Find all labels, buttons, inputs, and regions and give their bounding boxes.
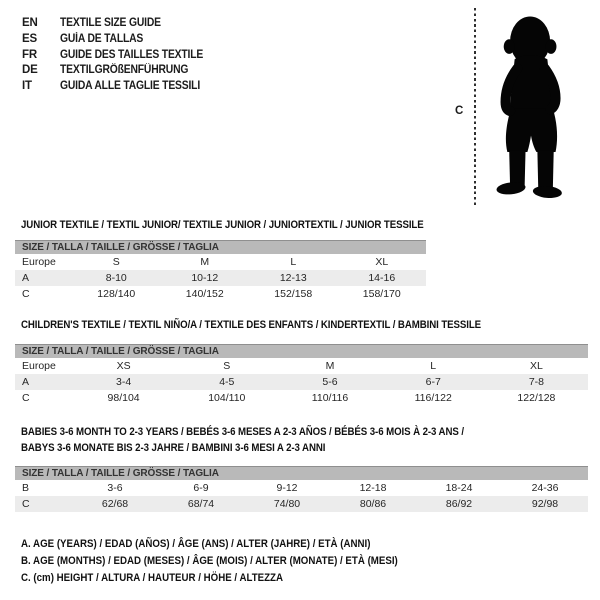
row-label-cell: C — [22, 288, 30, 300]
table-row — [15, 286, 426, 302]
table-row — [15, 254, 426, 270]
value-cell: 152/158 — [274, 288, 313, 300]
value-cell: XL — [375, 256, 389, 268]
table-row — [15, 374, 588, 390]
value-cell: 3-4 — [116, 376, 132, 388]
value-cell: 8-10 — [105, 272, 127, 284]
value-cell: XL — [529, 360, 543, 372]
row-label-cell: Europe — [22, 360, 56, 372]
value-cell: 24-36 — [531, 482, 559, 494]
legend-note-age-years: A. AGE (YEARS) / EDAD (AÑOS) / ÂGE (ANS) / ALTER (JAHRE) / ETÀ (ANNI) — [21, 538, 371, 550]
value-cell: 128/140 — [97, 288, 136, 300]
junior-section-title: JUNIOR TEXTILE / TEXTIL JUNIOR/ TEXTILE JUNIOR / JUNIORTEXTIL / JUNIOR TESSILE — [21, 219, 424, 231]
height-measure-dashed-line — [474, 8, 476, 206]
table-row — [15, 270, 426, 286]
babies-section-title-line2: BABYS 3-6 MONATE BIS 2-3 JAHRE / BAMBINI 3-6 MESI A 2-3 ANNI — [21, 442, 326, 454]
language-row — [22, 16, 219, 32]
legend-note-height: C. (cm) HEIGHT / ALTURA / HAUTEUR / HÖHE / ALTEZZA — [21, 572, 283, 585]
babies-table-body — [15, 480, 588, 512]
value-cell: 68/74 — [187, 498, 215, 510]
junior-table-body — [15, 254, 426, 302]
row-label-cell: Europe — [22, 256, 56, 268]
value-cell: 14-16 — [368, 272, 396, 284]
legend-notes — [21, 536, 440, 588]
baby-silhouette-image — [481, 6, 581, 208]
row-label-cell: A — [22, 272, 30, 284]
value-cell: 110/116 — [311, 392, 349, 404]
value-cell: 3-6 — [107, 482, 123, 494]
junior-size-table — [15, 240, 426, 302]
guide-title: GUÍA DE TALLAS — [60, 32, 144, 45]
language-code: DE — [22, 64, 38, 77]
size-header-bar: SIZE / TALLA / TAILLE / GRÖSSE / TAGLIA — [15, 344, 588, 358]
value-cell: 98/104 — [107, 392, 140, 404]
value-cell: 92/98 — [531, 498, 559, 510]
value-cell: 10-12 — [191, 272, 219, 284]
babies-size-table — [15, 466, 588, 512]
value-cell: 12-13 — [279, 272, 307, 284]
children-section-title: CHILDREN'S TEXTILE / TEXTIL NIÑO/A / TEXTILE DES ENFANTS / KINDERTEXTIL / BAMBINI TESSILE — [21, 319, 482, 331]
value-cell: XS — [116, 360, 131, 372]
row-label-cell: C — [22, 498, 30, 510]
table-row — [15, 358, 588, 374]
guide-title: TEXTILGRÖßENFÜHRUNG — [60, 64, 189, 77]
value-cell: 9-12 — [276, 482, 298, 494]
value-cell: 7-8 — [528, 376, 544, 388]
value-cell: 80/86 — [359, 498, 387, 510]
babies-section-title-line1: BABIES 3-6 MONTH TO 2-3 YEARS / BEBÉS 3-6 MESES A 2-3 AÑOS / BÉBÉS 3-6 MOIS À 2-3 ANS / — [21, 426, 464, 438]
value-cell: 86/92 — [445, 498, 473, 510]
legend-note-age-months: B. AGE (MONTHS) / EDAD (MESES) / ÂGE (MOIS) / ALTER (MONATE) / ETÀ (MESI) — [21, 555, 398, 568]
language-list — [22, 16, 219, 95]
language-row — [22, 63, 219, 79]
value-cell: 116/122 — [414, 392, 452, 404]
language-code: ES — [22, 32, 37, 45]
table-row — [15, 496, 588, 512]
value-cell: 62/68 — [101, 498, 129, 510]
table-row — [15, 480, 588, 496]
table-row — [15, 390, 588, 406]
value-cell: 12-18 — [359, 482, 387, 494]
value-cell: 4-5 — [219, 376, 235, 388]
value-cell: L — [430, 360, 437, 372]
row-label-cell: A — [22, 376, 30, 388]
value-cell: 140/152 — [185, 288, 224, 300]
value-cell: 18-24 — [445, 482, 473, 494]
children-table-body — [15, 358, 588, 406]
size-header-bar: SIZE / TALLA / TAILLE / GRÖSSE / TAGLIA — [15, 466, 588, 480]
language-code: FR — [22, 48, 37, 61]
value-cell: S — [223, 360, 231, 372]
value-cell: 122/128 — [517, 392, 556, 404]
guide-title: GUIDA ALLE TAGLIE TESSILI — [60, 80, 201, 93]
language-row — [22, 32, 219, 48]
value-cell: M — [200, 256, 210, 268]
height-measure-label: C — [455, 105, 464, 117]
value-cell: L — [290, 256, 297, 268]
value-cell: 104/110 — [208, 392, 246, 404]
size-header-bar: SIZE / TALLA / TAILLE / GRÖSSE / TAGLIA — [15, 240, 426, 254]
row-label-cell: C — [22, 392, 30, 404]
value-cell: 74/80 — [273, 498, 301, 510]
guide-title: TEXTILE SIZE GUIDE — [60, 17, 161, 29]
value-cell: 6-9 — [193, 482, 209, 494]
value-cell: 5-6 — [322, 376, 338, 388]
language-row — [22, 79, 219, 95]
children-size-table — [15, 344, 588, 406]
row-label-cell: B — [22, 482, 30, 494]
language-row — [22, 48, 219, 64]
value-cell: 6-7 — [425, 376, 441, 388]
guide-title: GUIDE DES TAILLES TEXTILE — [60, 48, 204, 61]
language-code: IT — [22, 80, 32, 93]
language-code: EN — [22, 17, 38, 29]
value-cell: 158/170 — [362, 288, 401, 300]
value-cell: S — [112, 256, 120, 268]
value-cell: M — [325, 360, 335, 372]
